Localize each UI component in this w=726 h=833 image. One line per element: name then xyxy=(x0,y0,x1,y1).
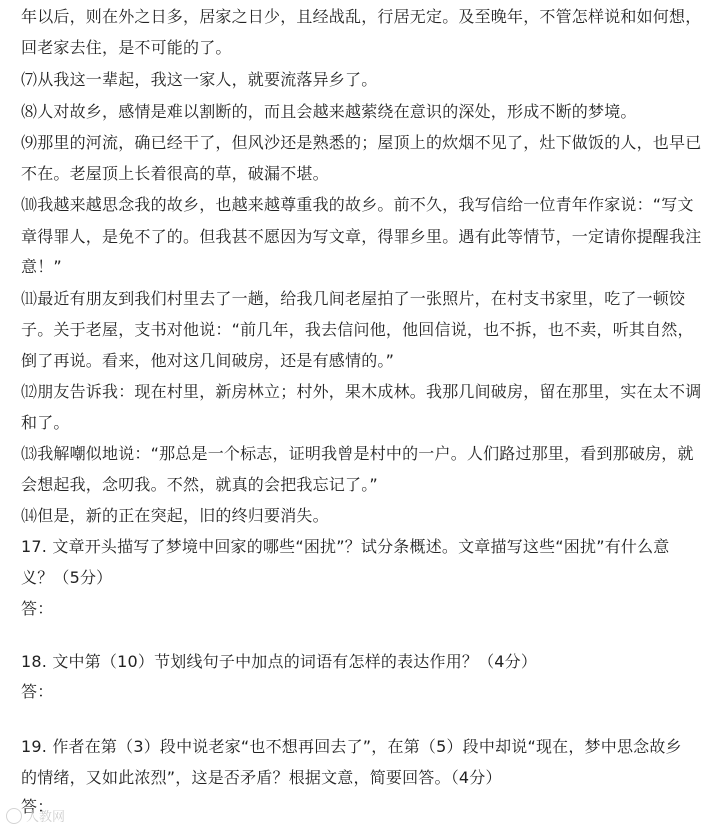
text-line: 和了。 xyxy=(21,413,70,432)
answer-label: 答： xyxy=(21,599,54,618)
text-line: 倒了再说。看来，他对这几间破房，还是有感情的。” xyxy=(21,351,395,370)
question-18: 18. 文中第（10）节划线句子中加点的词语有怎样的表达作用？（4分） xyxy=(21,652,538,671)
text-line: 年以后，则在外之日多，居家之日少，且经战乱，行居无定。及至晚年，不管怎样说和如何想， xyxy=(21,7,702,26)
watermark xyxy=(6,808,65,827)
question-17-cont: 义？（5分） xyxy=(21,568,113,587)
question-19: 19. 作者在第（3）段中说老家“也不想再回去了”，在第（5）段中却说“现在，梦中思念故乡 xyxy=(21,737,682,756)
text-line: 会想起我，念叨我。不然，就真的会把我忘记了。” xyxy=(21,475,378,494)
text-line: 不在。老屋顶上长着很高的草，破漏不堪。 xyxy=(21,164,329,183)
text-line: 章得罪人，是免不了的。但我甚不愿因为写文章，得罪乡里。遇有此等情节，一定请你提醒我注 xyxy=(21,227,702,246)
text-line: ⑽我越来越思念我的故乡，也越来越尊重我的故乡。前不久，我写信给一位青年作家说：“写文 xyxy=(21,195,694,214)
text-line: ⑿朋友告诉我：现在村里，新房林立；村外，果木成林。我那几间破房，留在那里，实在太不调 xyxy=(21,382,702,401)
answer-label: 答： xyxy=(21,682,54,701)
watermark-logo-icon xyxy=(6,808,22,824)
question-17: 17. 文章开头描写了梦境中回家的哪些“困扰”？试分条概述。文章描写这些“困扰”有什么意 xyxy=(21,537,670,556)
text-line: 子。关于老屋，支书对他说：“前几年，我去信问他，他回信说，也不拆，也不卖，听其自然， xyxy=(21,320,694,339)
text-line: 回老家去住，是不可能的了。 xyxy=(21,38,232,57)
text-line: ⑻人对故乡，感情是难以割断的，而且会越来越萦绕在意识的深处，形成不断的梦境。 xyxy=(21,102,637,121)
text-line: ⑺从我这一辈起，我这一家人，就要流落异乡了。 xyxy=(21,70,378,89)
text-line: ⑼那里的河流，确已经干了，但风沙还是熟悉的；屋顶上的炊烟不见了，灶下做饭的人，也早已 xyxy=(21,133,702,152)
text-line: ⒁但是，新的正在突起，旧的终归要消失。 xyxy=(21,506,329,525)
text-line: ⒀我解嘲似地说：“那总是一个标志，证明我曾是村中的一户。人们路过那里，看到那破房，就 xyxy=(21,444,694,463)
text-line: ⑾最近有朋友到我们村里去了一趟，给我几间老屋拍了一张照片，在村支书家里，吃了一顿饺 xyxy=(21,289,686,308)
watermark-text: 人教网 xyxy=(26,810,66,825)
question-19-cont: 的情绪，又如此浓烈”，这是否矛盾？根据文意，简要回答。（4分） xyxy=(21,768,502,787)
text-line: 意！” xyxy=(21,257,62,276)
answer-label: 答： xyxy=(21,797,54,816)
